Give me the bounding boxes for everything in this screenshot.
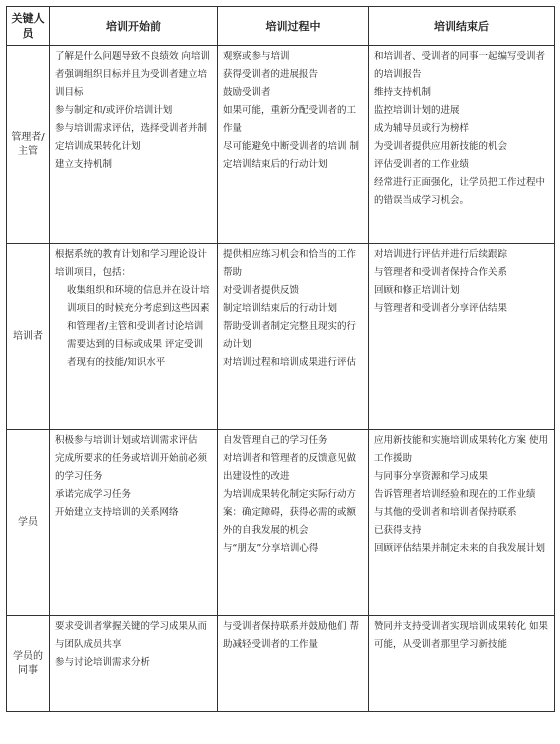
header-before-training: 培训开始前 [50,7,218,46]
list-item: 对受训者提供反馈 [223,285,300,296]
list-item: 开始建立支持培训的关系网络 [55,507,179,518]
list-item: 与其他的受训者和培训者保持联系 [374,507,517,518]
role-trainer: 培训者 [7,244,50,430]
list-item: 帮助受训者制定完整且现实的行动计划 [223,321,357,350]
list-item: 与管理者和受训者分享评估结果 [374,303,508,314]
list-item: 根据系统的教育计划和学习理论设计培训项目，包括： [55,249,208,278]
list-item: 了解是什么问题导致不良绩效 向培训者强调组织目标并且为受训者建立培训目标 [55,51,211,98]
list-item: 和管理者/主管和受训者讨论培训需要达到的目标或成果 评定受训者现有的技能/知识水平 [67,321,204,368]
before-manager [50,46,218,244]
list-item: 已获得支持 [374,525,422,536]
role-peers: 学员的同事 [7,616,50,712]
row-manager [7,46,555,244]
list-item: 建立支持机制 [55,159,113,170]
list-item: 和培训者、受训者的同事一起编写受训者的培训报告 [374,51,546,80]
header-key-personnel: 关键人员 [7,7,50,46]
list-item: 监控培训计划的进展 [374,105,460,116]
list-item: 与管理者和受训者保持合作关系 [374,267,508,278]
list-item: 如果可能，重新分配受训者的工作量 [223,105,357,134]
training-roles-table [6,6,555,712]
list-item: 要求受训者掌握关键的学习成果从而与团队成员共享 [55,621,208,650]
list-item: 回顾评估结果并制定未来的自我发展计划 [374,543,546,554]
after-manager [369,46,555,244]
list-item: 完成所要求的任务或培训开始前必须的学习任务 [55,453,208,482]
list-item: 为受训者提供应用新技能的机会 [374,141,508,152]
list-item: 承诺完成学习任务 [55,489,132,500]
row-learner [7,430,555,616]
list-item: 对培训进行评估并进行后续跟踪 [374,249,508,260]
list-item: 与受训者保持联系并鼓励他们 帮助减轻受训者的工作量 [223,621,360,650]
role-manager: 管理者/主管 [7,46,50,244]
list-item: 对培训过程和培训成果进行评估 [223,357,357,368]
list-item: 制定培训结束后的行动计划 [223,303,338,314]
before-trainer [50,244,218,430]
during-trainer [218,244,369,430]
after-peers [369,616,555,712]
during-peers [218,616,369,712]
after-learner [369,430,555,616]
list-item: 对培训者和管理者的反馈意见做出建设性的改进 [223,453,357,482]
header-after-training: 培训结束后 [369,7,555,46]
list-item: 与“朋友”分享培训心得 [223,543,319,554]
header-during-training: 培训过程中 [218,7,369,46]
list-item: 评估受训者的工作业绩 [374,159,470,170]
list-item: 参与培训需求评估，选择受训者并制定培训成果转化计划 [55,123,208,152]
list-item: 自发管理自己的学习任务 [223,435,328,446]
after-trainer [369,244,555,430]
before-learner [50,430,218,616]
role-learner: 学员 [7,430,50,616]
list-item: 经常进行正面强化，让学员把工作过程中的错误当成学习机会。 [374,177,546,206]
list-item: 积极参与培训计划或培训需求评估 [55,435,198,446]
list-item: 与同事分享资源和学习成果 [374,471,489,482]
list-item: 尽可能避免中断受训者的培训 制定培训结束后的行动计划 [223,141,360,170]
list-item: 维持支持机制 [374,87,432,98]
list-item: 参与制定和/或评价培训计划 [55,105,173,116]
list-item: 获得受训者的进展报告 [223,69,319,80]
row-peers [7,616,555,712]
list-item: 告诉管理者培训经验和现在的工作业绩 [374,489,536,500]
during-learner [218,430,369,616]
list-item: 回顾和修正培训计划 [374,285,460,296]
before-peers [50,616,218,712]
list-item: 鼓励受训者 [223,87,271,98]
row-trainer [7,244,555,430]
list-item: 赞同并支持受训者实现培训成果转化 如果可能，从受训者那里学习新技能 [374,621,549,650]
list-item: 观察或参与培训 [223,51,290,62]
list-item: 提供相应练习机会和恰当的工作帮助 [223,249,357,278]
list-item: 成为辅导员或行为榜样 [374,123,470,134]
list-item: 收集组织和环境的信息并在设计培训项目的时候充分考虑到这些因素 [67,285,210,314]
during-manager [218,46,369,244]
training-roles-table-wrapper [6,6,554,738]
list-item: 参与讨论培训需求分析 [55,657,151,668]
list-item: 应用新技能和实施培训成果转化方案 使用工作援助 [374,435,549,464]
header-row [7,7,555,46]
list-item: 为培训成果转化制定实际行动方案：确定障碍，获得必需的或额外的自我发展的机会 [223,489,357,536]
